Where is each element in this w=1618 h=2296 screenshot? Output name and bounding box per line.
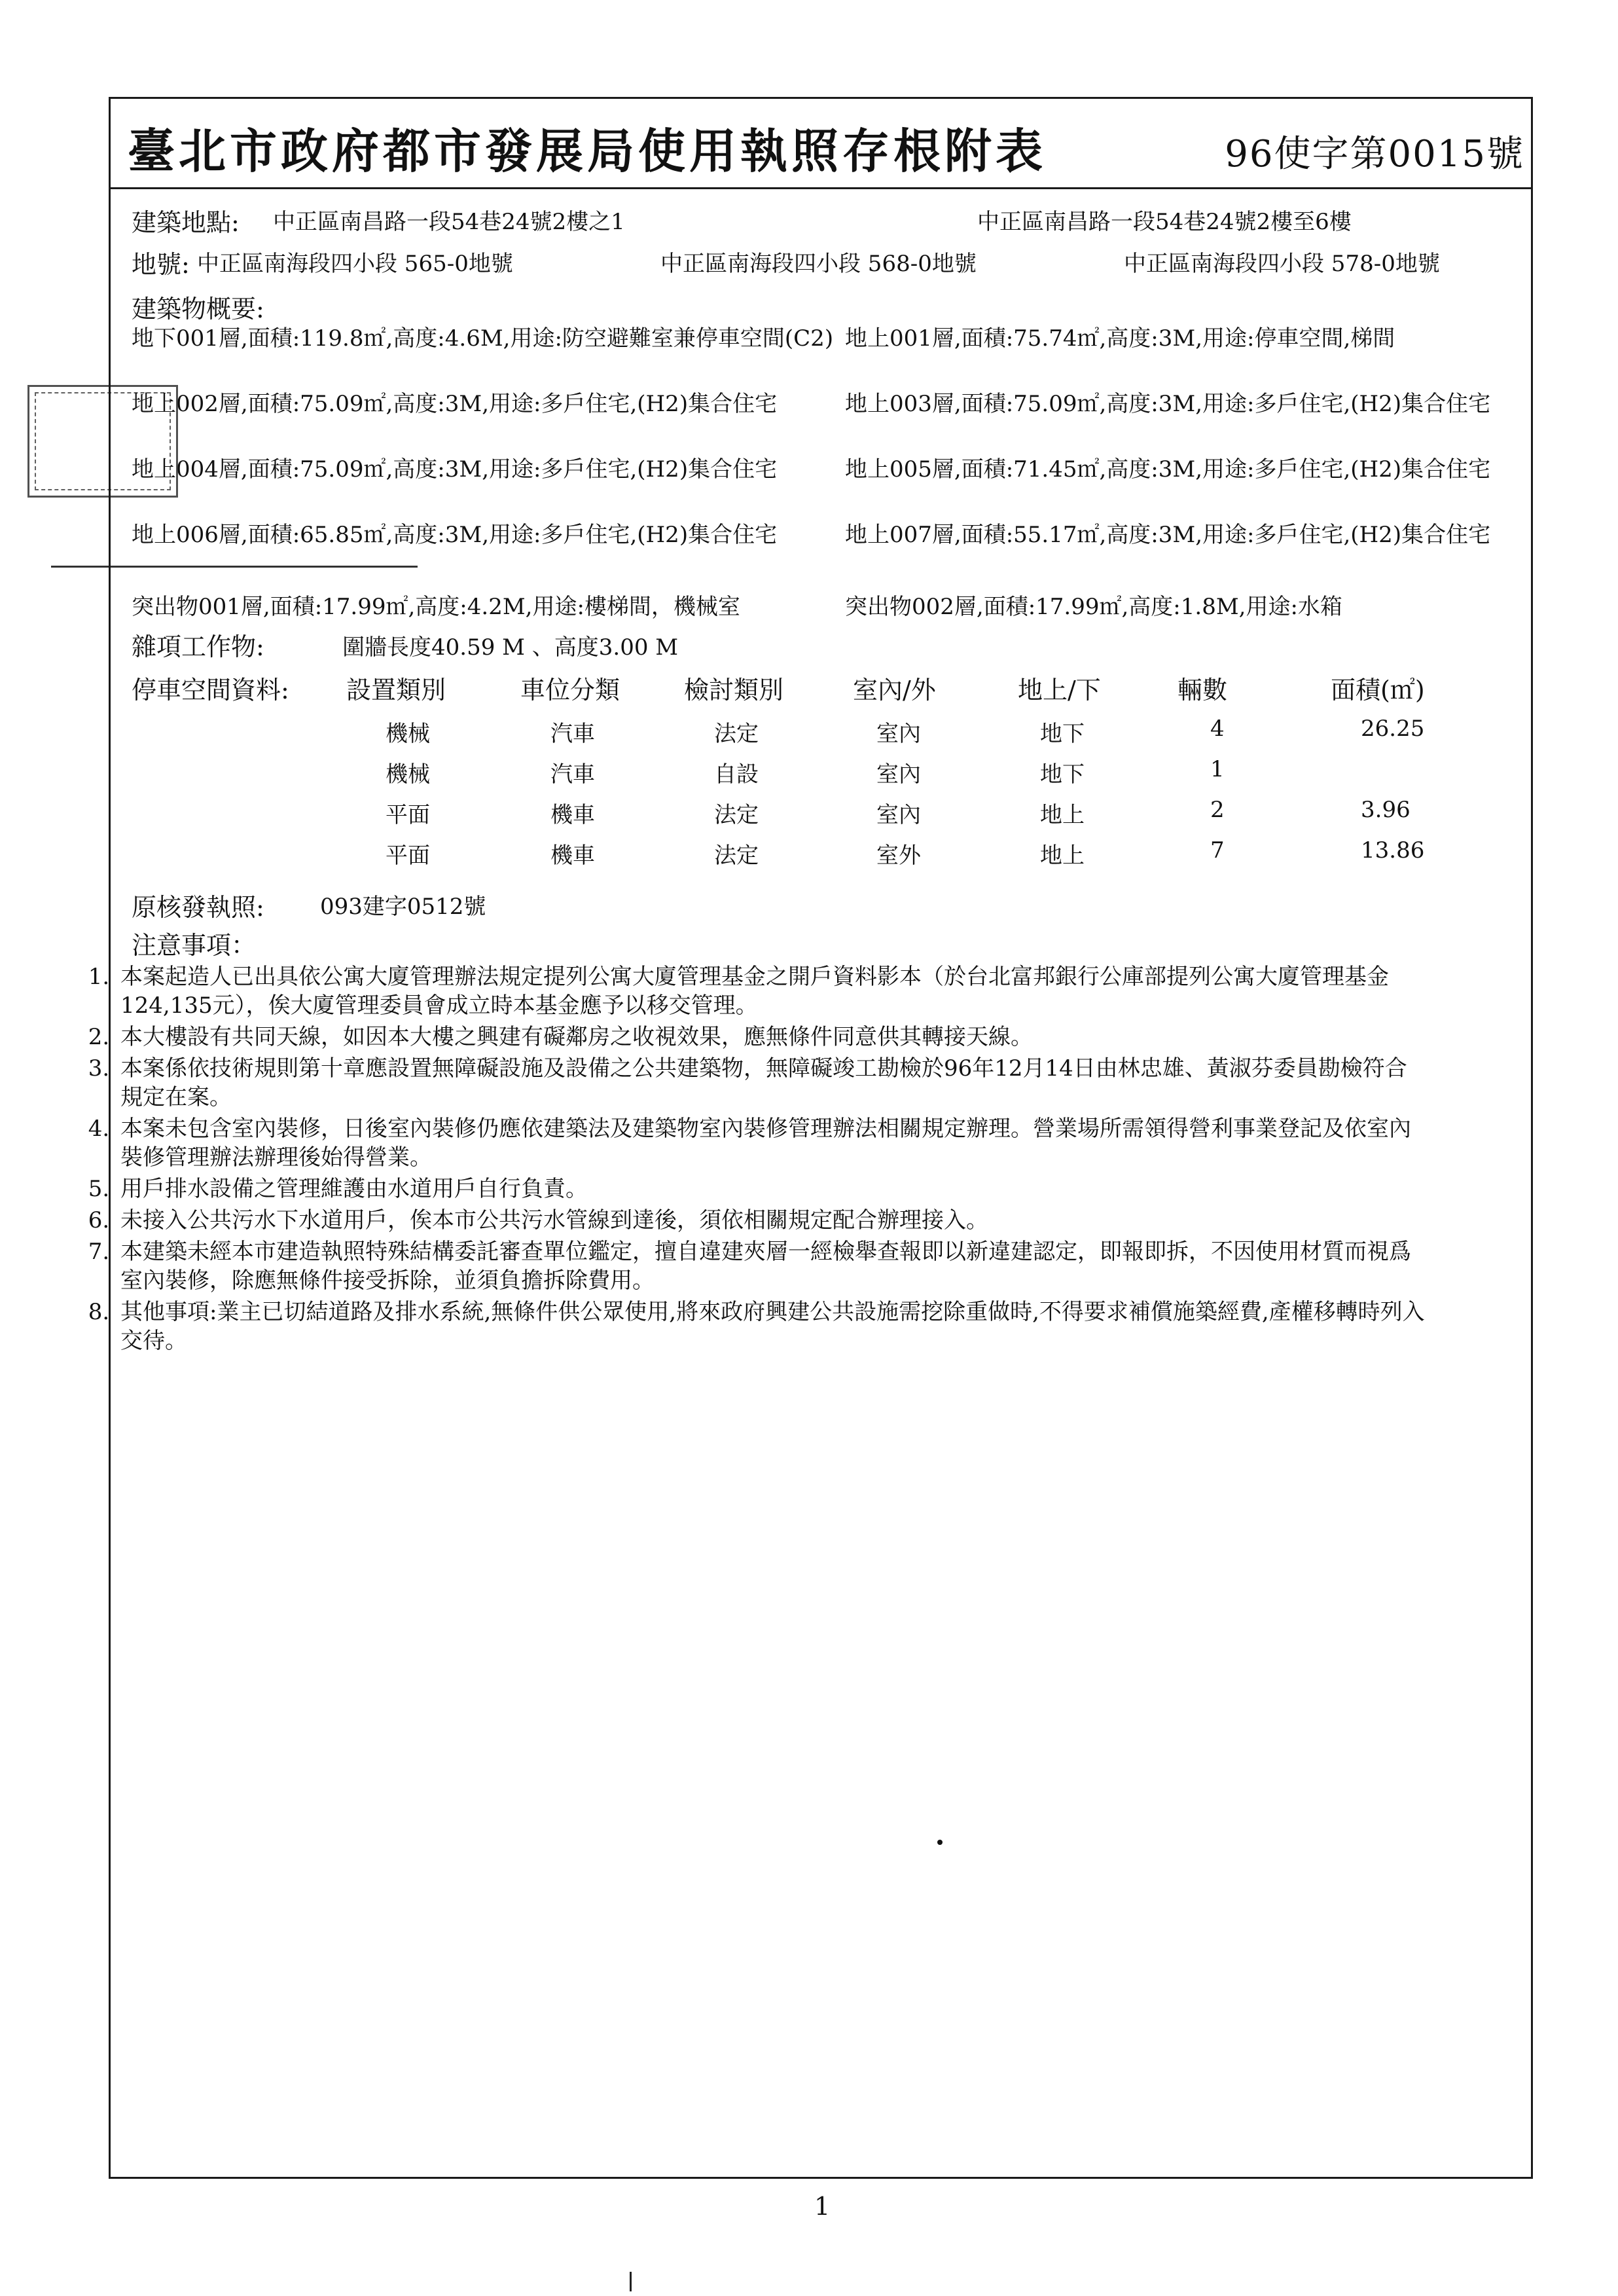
note-item: 3. 本案係依技術規則第十章應設置無障礙設施及設備之公共建築物，無障礙竣工勘檢於96年12月14日由林忠雄、黃淑芬委員勘檢符合規定在案。 (117, 1054, 1427, 1112)
misc-works-label: 雜項工作物: (132, 632, 264, 661)
parking-cell: 法定 (714, 843, 759, 869)
parking-cell: 自設 (714, 761, 759, 788)
floor-2f: 地上002層,面積:75.09㎡,高度:3M,用途:多戶住宅,(H2)集合住宅 (132, 391, 778, 417)
lot-number-3: 中正區南海段四小段 578-0地號 (1124, 251, 1440, 277)
parking-cell: 平面 (386, 802, 430, 828)
lot-number-2: 中正區南海段四小段 568-0地號 (660, 251, 977, 277)
floor-5f: 地上005層,面積:71.45㎡,高度:3M,用途:多戶住宅,(H2)集合住宅 (845, 456, 1491, 483)
parking-cell: 3.96 (1361, 797, 1411, 823)
note-item: 5. 用戶排水設備之管理維護由水道用戶自行負責。 (117, 1175, 1427, 1203)
parking-cell: 機械 (386, 761, 430, 788)
parking-cell: 地下 (1040, 721, 1085, 747)
parking-header-count: 輛數 (1178, 676, 1228, 704)
parking-cell: 13.86 (1361, 837, 1425, 864)
parking-cell: 1 (1210, 756, 1225, 782)
misc-works-value: 圍牆長度40.59 M 、高度3.00 M (342, 634, 679, 661)
floor-rf1: 突出物001層,面積:17.99㎡,高度:4.2M,用途:樓梯間，機械室 (132, 594, 740, 620)
parking-header-area: 面積(㎡) (1331, 676, 1425, 704)
floor-3f: 地上003層,面積:75.09㎡,高度:3M,用途:多戶住宅,(H2)集合住宅 (845, 391, 1491, 417)
parking-cell: 26.25 (1361, 716, 1425, 742)
parking-cell: 汽車 (550, 761, 595, 788)
note-item: 8. 其他事項:業主已切結道路及排水系統,無條件供公眾使用,將來政府興建公共設施需挖除重做時,不得要求補償施築經費,產權移轉時列入交待。 (117, 1298, 1427, 1355)
floor-b1: 地下001層,面積:119.8㎡,高度:4.6M,用途:防空避難室兼停車空間(C2) (132, 325, 834, 352)
lot-label: 地號: (132, 250, 190, 279)
parking-cell: 地上 (1040, 802, 1085, 828)
parking-cell: 機械 (386, 721, 430, 747)
floor-1f: 地上001層,面積:75.74㎡,高度:3M,用途:停車空間,梯間 (845, 325, 1395, 352)
floor-6f: 地上006層,面積:65.85㎡,高度:3M,用途:多戶住宅,(H2)集合住宅 (132, 522, 778, 548)
parking-header-class: 車位分類 (520, 676, 620, 704)
note-item: 4. 本案未包含室內裝修，日後室內裝修仍應依建築法及建築物室內裝修管理辦法相關規定辦理。營業場所需領得營利事業登記及依室內裝修管理辦法辦理後始得營業。 (117, 1114, 1427, 1172)
title-row (111, 99, 1531, 189)
lot-number-1: 中正區南海段四小段 565-0地號 (197, 251, 513, 277)
parking-header-level: 地上/下 (1018, 676, 1101, 704)
parking-header-inout: 室內/外 (853, 676, 936, 704)
parking-cell: 2 (1210, 797, 1225, 823)
notes-label: 注意事項： (132, 931, 257, 960)
parking-cell: 7 (1210, 837, 1225, 864)
parking-cell: 室內 (876, 721, 921, 747)
parking-cell: 4 (1210, 716, 1225, 742)
overview-label: 建築物概要: (132, 295, 264, 323)
note-item: 2. 本大樓設有共同天線，如因本大樓之興建有礙鄰房之收視效果，應無條件同意供其轉接天線。 (117, 1023, 1427, 1051)
original-permit-value: 093建字0512號 (320, 894, 486, 920)
notes-list (46, 962, 1427, 1358)
parking-cell: 室內 (876, 802, 921, 828)
parking-cell: 室內 (876, 761, 921, 788)
parking-cell: 地下 (1040, 761, 1085, 788)
permit-number: 96使字第0015號 (1225, 133, 1524, 175)
address-value-2: 中正區南昌路一段54巷24號2樓至6樓 (977, 209, 1352, 235)
scan-tick (630, 2272, 632, 2291)
address-value: 中正區南昌路一段54巷24號2樓之1 (273, 209, 625, 235)
floor-7f: 地上007層,面積:55.17㎡,高度:3M,用途:多戶住宅,(H2)集合住宅 (845, 522, 1491, 548)
note-item: 7. 本建築未經本市建造執照特殊結構委託審查單位鑑定，擅自違建夾層一經檢舉查報即以新違建認定，即報即拆，不因使用材質而視爲室內裝修，除應無條件接受拆除，並須負擔拆除費用。 (117, 1237, 1427, 1295)
floor-4f: 地上004層,面積:75.09㎡,高度:3M,用途:多戶住宅,(H2)集合住宅 (132, 456, 778, 483)
note-item: 1. 本案起造人已出具依公寓大廈管理辦法規定提列公寓大廈管理基金之開戶資料影本（於台北富邦銀行公庫部提列公寓大廈管理基金124,135元），俟大廈管理委員會成立時本基金應予以移交管理。 (117, 962, 1427, 1020)
page-number: 1 (814, 2192, 831, 2221)
parking-cell: 法定 (714, 802, 759, 828)
document-title: 臺北市政府都市發展局使用執照存根附表 (128, 123, 1047, 179)
original-permit-label: 原核發執照: (132, 893, 264, 922)
parking-cell: 室外 (876, 843, 921, 869)
parking-cell: 平面 (386, 843, 430, 869)
parking-cell: 地上 (1040, 843, 1085, 869)
parking-label: 停車空間資料: (132, 676, 289, 704)
floor-rf2: 突出物002層,面積:17.99㎡,高度:1.8M,用途:水箱 (845, 594, 1342, 620)
address-label: 建築地點: (132, 208, 240, 237)
parking-cell: 機車 (550, 802, 595, 828)
parking-cell: 汽車 (550, 721, 595, 747)
parking-cell: 法定 (714, 721, 759, 747)
parking-header-type: 設置類別 (346, 676, 446, 704)
parking-cell: 機車 (550, 843, 595, 869)
parking-header-review: 檢討類別 (684, 676, 784, 704)
note-item: 6. 未接入公共污水下水道用戶，俟本市公共污水管線到達後，須依相關規定配合辦理接入。 (117, 1206, 1427, 1235)
